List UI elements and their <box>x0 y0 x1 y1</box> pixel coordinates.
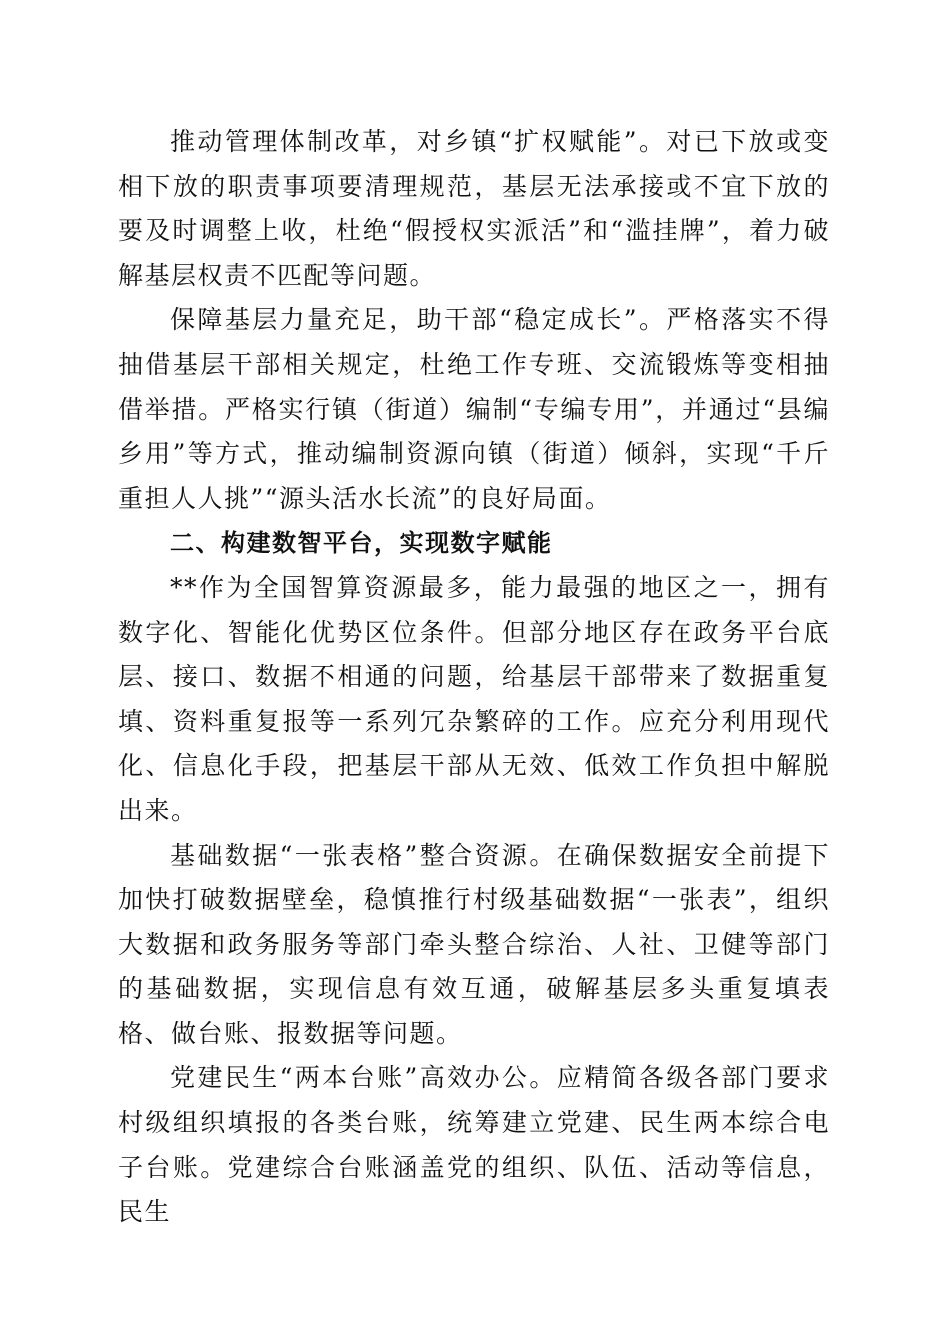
paragraph-two-ledgers: 党建民生“两本台账”高效办公。应精简各级各部门要求村级组织填报的各类台账，统筹建立党建、民生两本综合电子台账。党建综合台账涵盖党的组织、队伍、活动等信息，民生 <box>118 1063 830 1227</box>
document-body <box>118 120 830 1235</box>
paragraph-reform: 推动管理体制改革，对乡镇“扩权赋能”。对已下放或变相下放的职责事项要清理规范，基层无法承接或不宜下放的要及时调整上收，杜绝“假授权实派活”和“滥挂牌”，着力破解基层权责不匹配等问题。 <box>118 127 830 290</box>
section-heading: 二、构建数智平台，实现数字赋能 <box>170 529 553 558</box>
paragraph-digital-intro: **作为全国智算资源最多，能力最强的地区之一，拥有数字化、智能化优势区位条件。但部分地区存在政务平台底层、接口、数据不相通的问题，给基层干部带来了数据重复填、资料重复报等一系列冗杂繁碎的工作。应充分利用现代化、信息化手段，把基层干部从无效、低效工作负担中解脱出来。 <box>118 572 830 825</box>
paragraph-one-table: 基础数据“一张表格”整合资源。在确保数据安全前提下加快打破数据壁垒，稳慎推行村级基础数据“一张表”，组织大数据和政务服务等部门牵头整合综治、人社、卫健等部门的基础数据，实现信息有效互通，破解基层多头重复填表格、做台账、报数据等问题。 <box>118 840 830 1048</box>
paragraph-staffing: 保障基层力量充足，助干部“稳定成长”。严格落实不得抽借基层干部相关规定，杜绝工作专班、交流锻炼等变相抽借举措。严格实行镇（街道）编制“专编专用”，并通过“县编乡用”等方式，推动编制资源向镇（街道）倾斜，实现“千斤重担人人挑”“源头活水长流”的良好局面。 <box>118 305 830 513</box>
